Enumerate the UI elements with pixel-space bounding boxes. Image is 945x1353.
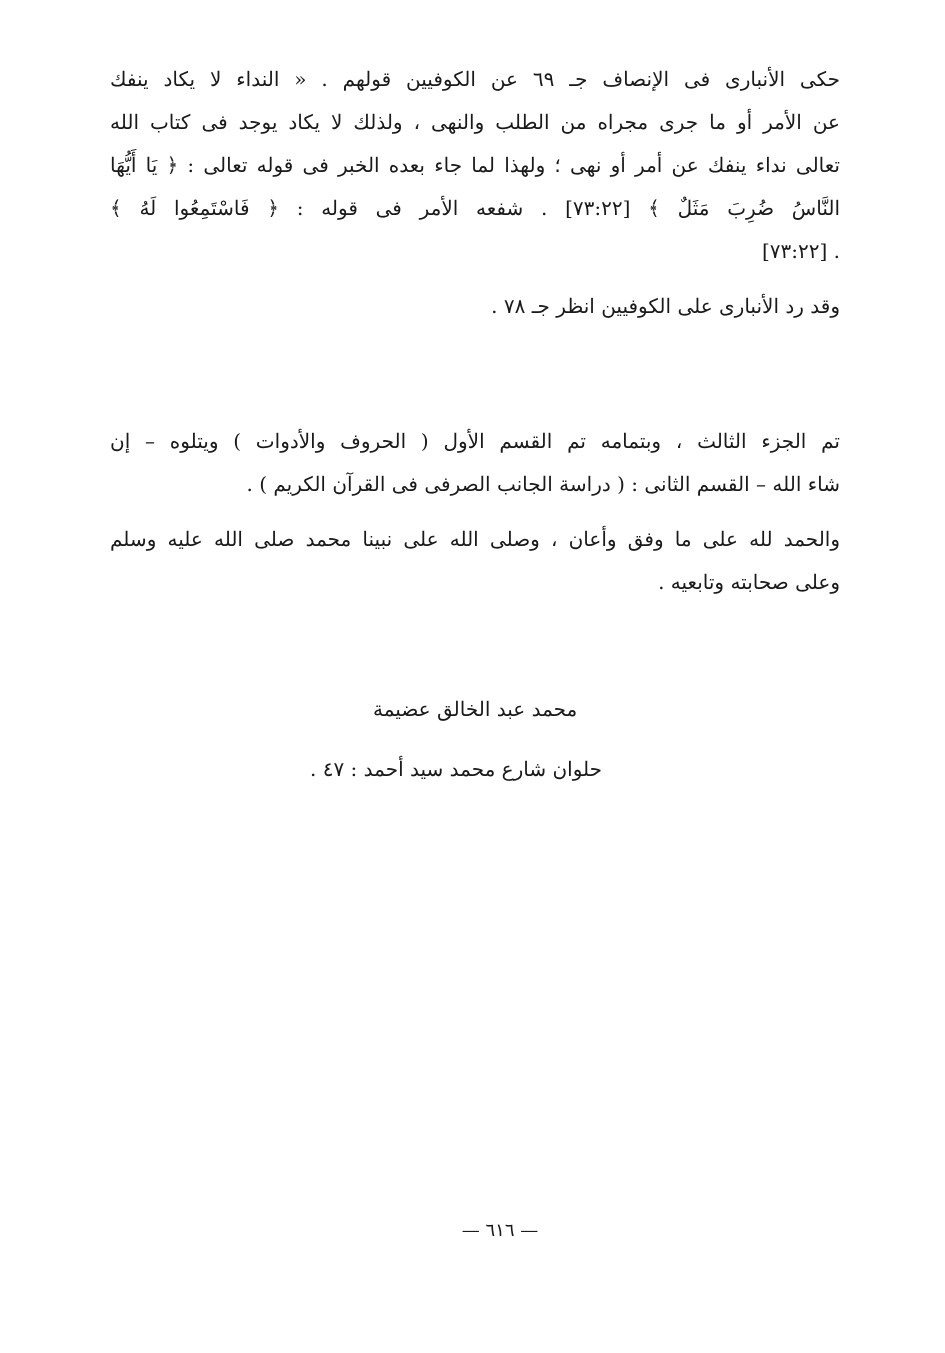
praise-line: وعلى صحابته وتابعيه . — [658, 570, 840, 594]
completion-line: شاء الله – القسم الثانى : ( دراسة الجانب الصرفى فى القرآن الكريم ) . — [246, 472, 840, 496]
author-address: حلوان شارع محمد سيد أحمد : ٤٧ . — [310, 757, 603, 781]
footnote-line: . [٧٣:٢٢] — [761, 239, 840, 263]
author-name: محمد عبد الخالق عضيمة — [373, 697, 578, 721]
footnote-line: تعالى نداء ينفك عن أمر أو نهى ؛ ولهذا لما جاء بعده الخبر فى قوله تعالى : ﴿ يَا أَيُّهَا — [110, 153, 840, 177]
completion-paragraph — [110, 420, 840, 506]
page-number: — ٦١٦ — — [461, 1220, 539, 1241]
footnote-line: عن الأمر أو ما جرى مجراه من الطلب والنهى ، ولذلك لا يكاد يوجد فى كتاب الله — [110, 110, 840, 134]
footnote-paragraph — [110, 58, 840, 273]
completion-line: تم الجزء الثالث ، وبتمامه تم القسم الأول ( الحروف والأدوات ) ويتلوه – إن — [110, 429, 840, 453]
followup-paragraph — [110, 285, 840, 328]
praise-paragraph — [110, 518, 840, 604]
followup-line: وقد رد الأنبارى على الكوفيين انظر جـ ٧٨ . — [491, 294, 840, 318]
footnote-line: النَّاسُ ضُرِبَ مَثَلٌ ﴾ [٧٣:٢٢] . شفعه الأمر فى قوله : ﴿ فَاسْتَمِعُوا لَهُ ﴾ — [110, 196, 841, 220]
footnote-line: حكى الأنبارى فى الإنصاف جـ ٦٩ عن الكوفيين قولهم . « النداء لا يكاد ينفك — [110, 67, 840, 91]
praise-line: والحمد لله على ما وفق وأعان ، وصلى الله على نبينا محمد صلى الله عليه وسلم — [110, 527, 840, 551]
